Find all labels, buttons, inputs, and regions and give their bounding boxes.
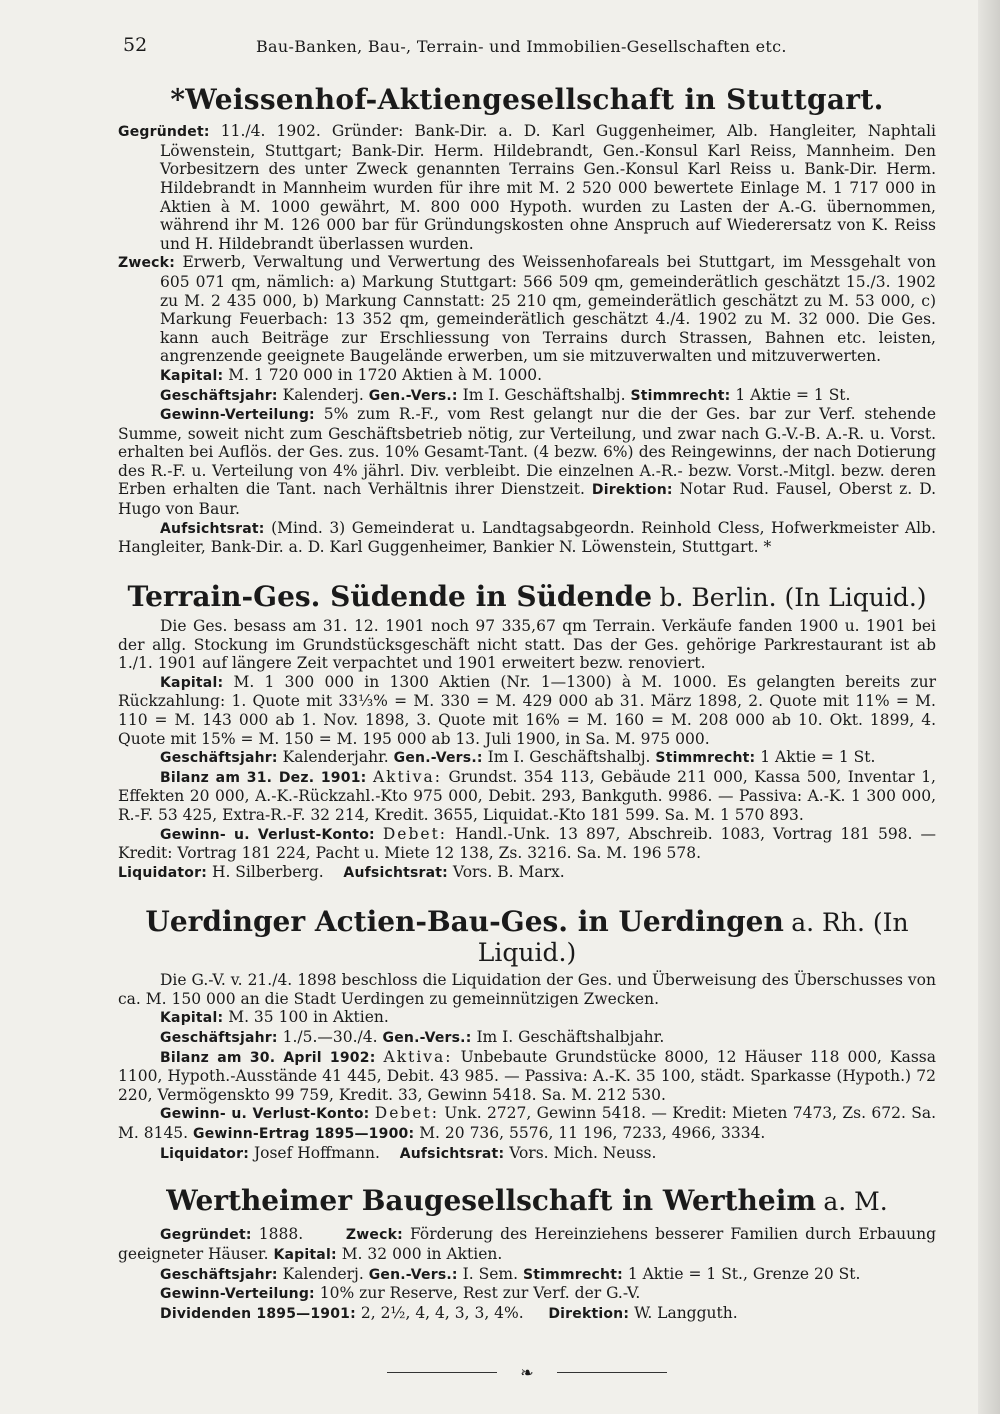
aufsichtsrat-text: Vors. B. Marx. bbox=[452, 862, 565, 881]
aufsichtsrat-label: Aufsichtsrat: bbox=[343, 864, 448, 881]
bilanz-paragraph bbox=[118, 1048, 936, 1105]
guv-text: Unk. 2727, Gewinn 5418. — Kredit: Mieten 7473, Zs. 672. Sa. M. 8145. bbox=[118, 1104, 936, 1143]
gen-vers-label: Gen.-Vers.: bbox=[368, 1266, 458, 1283]
stimmrecht-label: Stimmrecht: bbox=[522, 1266, 623, 1283]
geschaeftsjahr-label: Geschäftsjahr: bbox=[160, 750, 278, 767]
gegruendet-text: 11./4. 1902. Gründer: Bank-Dir. a. D. Karl Guggenheimer, Alb. Hangleiter, Naphtali Löwenstein, Stuttgart; Bank-Dir. Herm. Hildebrandt, Gen.-Konsul Karl Reiss, Mannheim. Den Vorbesitzern des unter Zweck genannten Terrains Gen.-Konsul Karl Reiss u. Bank-Dir. Herm. Hildebrandt in Mannheim wurden für ihre mit M. 2 520 000 bewertete Einlage M. 1 717 000 in Aktien à M. 1000 gewährt, M. 800 000 Hypoth. wurden zu Lasten der A.-G. übernommen, während ihr M. 126 000 bar für Gründungskosten ohne Anspruch auf Wiederersatz von K. Reiss und H. Hildebrandt überlassen wurden. bbox=[160, 122, 936, 253]
kapital-label: Kapital: bbox=[160, 1010, 224, 1027]
zweck-label: Zweck: bbox=[345, 1227, 403, 1244]
liquidator-label: Liquidator: bbox=[118, 864, 207, 881]
debet-word: Debet: bbox=[382, 824, 448, 843]
kapital-paragraph bbox=[118, 673, 936, 748]
gewinn-verteilung-label: Gewinn-Verteilung: bbox=[160, 1286, 315, 1303]
direktion-text: W. Langguth. bbox=[634, 1303, 738, 1322]
stimmrecht-text: 1 Aktie = 1 St. bbox=[760, 748, 876, 767]
gewinn-verteilung-label: Gewinn-Verteilung: bbox=[160, 407, 315, 424]
guv-paragraph bbox=[118, 1104, 936, 1143]
gen-vers-label: Gen.-Vers.: bbox=[382, 1030, 472, 1047]
liquidator-label: Liquidator: bbox=[160, 1145, 249, 1162]
geschaeftsjahr-text: 1./5.—30./4. bbox=[282, 1028, 378, 1047]
kapital-text: M. 32 000 in Aktien. bbox=[341, 1245, 503, 1263]
entry-weissenhof bbox=[118, 84, 936, 557]
kapital-text: M. 1 300 000 in 1300 Aktien (Nr. 1—1300) à M. 1000. Es gelangten bereits zur Rückzahlung: 1. Quote mit 33⅓% = M. 330 = M. 429 000 ab 31. März 1898, 2. Quote mit 11% = M. 110 = M. 143 000 ab 1. Nov. 1898, 3. Quote mit 16% = M. 160 = M. 208 000 ab 10. Okt. 1899, 4. Quote mit 15% = M. 150 = M. 195 000 ab 13. Juli 1900, in Sa. M. 975 000. bbox=[118, 672, 936, 748]
gen-vers-text: Im I. Geschäftshalbj. bbox=[487, 748, 651, 767]
kapital-label: Kapital: bbox=[160, 367, 224, 384]
gewinn-verteilung-text: 10% zur Reserve, Rest zur Verf. der G.-V. bbox=[319, 1284, 641, 1303]
zweck-label: Zweck: bbox=[118, 255, 175, 272]
aufsichtsrat-label: Aufsichtsrat: bbox=[160, 520, 265, 537]
gen-vers-text: I. Sem. bbox=[462, 1264, 519, 1283]
geschaeftsjahr-text: Kalenderj. bbox=[282, 385, 364, 404]
entry-title bbox=[118, 1185, 936, 1217]
guv-label: Gewinn- u. Verlust-Konto: bbox=[160, 1106, 370, 1123]
kapital-paragraph bbox=[118, 366, 936, 386]
entry-title-suffix: b. Berlin. (In Liquid.) bbox=[659, 582, 927, 612]
kapital-label: Kapital: bbox=[160, 674, 224, 691]
intro-paragraph bbox=[118, 971, 936, 1008]
entry-title-main: Uerdinger Actien-Bau-Ges. in Uerdingen bbox=[145, 905, 784, 939]
direktion-label: Direktion: bbox=[591, 482, 673, 499]
intro-paragraph bbox=[118, 617, 936, 673]
zweck-paragraph bbox=[118, 253, 936, 366]
geschaeftsjahr-paragraph bbox=[118, 1028, 936, 1048]
guv-paragraph bbox=[118, 825, 936, 863]
entry-title: *Weissenhof-Aktiengesellschaft in Stuttgart. bbox=[170, 83, 884, 116]
direktion-label: Direktion: bbox=[548, 1305, 630, 1322]
entry-title-suffix: a. Rh. (In Liquid.) bbox=[477, 908, 909, 967]
stimmrecht-label: Stimmrecht: bbox=[630, 387, 731, 404]
gen-vers-label: Gen.-Vers.: bbox=[393, 750, 483, 767]
gegruendet-paragraph bbox=[118, 1225, 936, 1264]
content-column bbox=[118, 28, 936, 1383]
bilanz-paragraph bbox=[118, 768, 936, 825]
page-edge-shadow bbox=[978, 0, 1000, 1414]
geschaeftsjahr-label: Geschäftsjahr: bbox=[160, 1030, 278, 1047]
geschaeftsjahr-paragraph bbox=[118, 748, 936, 768]
zweck-text: Erwerb, Verwaltung und Verwertung des Weissenhofareals bei Stuttgart, im Messgehalt von 605 071 qm, nämlich: a) Markung Stuttgart: 566 509 qm, gemeinderätlich geschätzt 15./3. 1902 zu M. 2 435 000, b) Markung Cannstatt: 25 210 qm, gemeinderätlich geschätzt zu M. 53 000, c) Markung Feuerbach: 13 352 qm, gemeinderätlich geschätzt 4./4. 1902 zu M. 32 000. Die Ges. kann auch Beiträge zur Erschliessung von Terrains durch Strassen, Bahnen etc. leisten, angrenzende geeignete Baugelände erwerben, um sie mitzuverwalten und mitzuverwerten. bbox=[160, 253, 936, 366]
aufsichtsrat-text: (Mind. 3) Gemeinderat u. Landtagsabgeordn. Reinhold Cless, Hofwerkmeister Alb. Hangleiter, Bank-Dir. a. D. Karl Guggenheimer, Bankier N. Löwenstein, Stuttgart. * bbox=[118, 518, 936, 557]
dividenden-paragraph bbox=[118, 1304, 936, 1324]
aufsichtsrat-paragraph bbox=[118, 519, 936, 557]
gen-vers-text: Im I. Geschäftshalbjahr. bbox=[476, 1028, 665, 1047]
ertrag-label: Gewinn-Ertrag 1895—1900: bbox=[193, 1126, 415, 1143]
ornament-rule-right bbox=[557, 1372, 667, 1373]
gen-vers-label: Gen.-Vers.: bbox=[368, 387, 458, 404]
kapital-text: M. 1 720 000 in 1720 Aktien à M. 1000. bbox=[228, 365, 543, 384]
kapital-text: M. 35 100 in Aktien. bbox=[228, 1008, 389, 1027]
gewinn-verteilung-paragraph bbox=[118, 1284, 936, 1304]
dividenden-text: 2, 2½, 4, 4, 3, 3, 4%. bbox=[360, 1303, 524, 1322]
fleuron-icon: ❧ bbox=[520, 1363, 534, 1383]
geschaeftsjahr-text: Kalenderj. bbox=[282, 1264, 364, 1283]
gegruendet-label: Gegründet: bbox=[118, 124, 210, 141]
guv-text: Handl.-Unk. 13 897, Abschreib. 1083, Vortrag 181 598. — Kredit: Vortrag 181 224, Pacht u. Miete 12 138, Zs. 3216. Sa. M. 196 578. bbox=[118, 824, 936, 863]
page-number: 52 bbox=[123, 34, 148, 56]
entry-title-main: Terrain-Ges. Südende in Südende bbox=[127, 579, 653, 613]
running-title: Bau-Banken, Bau-, Terrain- und Immobilien-Gesellschaften etc. bbox=[256, 37, 787, 56]
kapital-label: Kapital: bbox=[273, 1247, 337, 1263]
geschaeftsjahr-text: Kalenderjahr. bbox=[282, 748, 389, 767]
dividenden-label: Dividenden 1895—1901: bbox=[160, 1305, 356, 1322]
bilanz-label: Bilanz am 31. Dez. 1901: bbox=[160, 769, 367, 786]
liquidator-paragraph bbox=[118, 863, 936, 883]
liquidator-paragraph bbox=[118, 1144, 936, 1164]
stimmrecht-text: 1 Aktie = 1 St., Grenze 20 St. bbox=[627, 1264, 861, 1283]
aktiva-word: Aktiva: bbox=[372, 767, 442, 786]
aufsichtsrat-text: Vors. Mich. Neuss. bbox=[509, 1143, 657, 1162]
entry-title-suffix: a. M. bbox=[823, 1187, 888, 1217]
gegruendet-text: 1888. bbox=[258, 1225, 304, 1244]
gegruendet-label: Gegründet: bbox=[160, 1227, 252, 1244]
stimmrecht-text: 1 Aktie = 1 St. bbox=[735, 385, 851, 404]
geschaeftsjahr-label: Geschäftsjahr: bbox=[160, 387, 278, 404]
gen-vers-text: Im I. Geschäftshalbj. bbox=[462, 385, 626, 404]
bilanz-text: Grundst. 354 113, Gebäude 211 000, Kassa 500, Inventar 1, Effekten 20 000, A.-K.-Rückzahl.-Kto 975 000, Debit. 293, Bankguth. 9986. — Passiva: A.-K. 1 300 000, R.-F. 53 425, Extra-R.-F. 32 214, Kredit. 3655, Liquidat.-Kto 181 599. Sa. M. 1 570 893. bbox=[118, 767, 936, 824]
bilanz-text: Unbebaute Grundstücke 8000, 12 Häuser 118 000, Kassa 1100, Hypoth.-Ausstände 41 445, Debit. 43 985. — Passiva: A.-K. 35 100, städt. Sparkasse (Hypoth.) 72 220, Vermögensktо 99 759, Kredit. 33, Gewinn 5418. Sa. M. 212 530. bbox=[118, 1047, 936, 1104]
guv-label: Gewinn- u. Verlust-Konto: bbox=[160, 826, 375, 843]
gegruendet-paragraph bbox=[118, 122, 936, 253]
entry-uerdingen bbox=[118, 906, 936, 1163]
entry-suedende bbox=[118, 581, 936, 883]
ornament-rule-left bbox=[387, 1372, 497, 1373]
gewinn-verteilung-paragraph bbox=[118, 405, 936, 519]
gewinn-verteilung-text: 5% zum R.-F., vom Rest gelangt nur die der Ges. bar zur Verf. stehende Summe, soweit nicht zum Geschäftsbetrieb nötig, zur Verteilung, und zwar nach G.-V.-B. A.-R. u. Vorst. erhalten bei Auflös. der Ges. zus. 10% Gesamt-Tant. (4 bezw. 6%) des Reingewinns, der nach Dotierung des R.-F. u. Verteilung von 4% jährl. Div. verbleibt. Die einzelnen A.-R.- bezw. Vorst.-Mitgl. bezw. deren Erben erhalten die Tant. nach Verhältnis ihrer Dienstzeit. bbox=[118, 405, 936, 499]
debet-word: Debet: bbox=[374, 1104, 439, 1123]
bilanz-label: Bilanz am 30. April 1902: bbox=[160, 1049, 376, 1066]
geschaeftsjahr-label: Geschäftsjahr: bbox=[160, 1266, 278, 1283]
geschaeftsjahr-paragraph bbox=[118, 1265, 936, 1285]
stimmrecht-label: Stimmrecht: bbox=[655, 750, 756, 767]
aufsichtsrat-label: Aufsichtsrat: bbox=[399, 1145, 505, 1162]
ertrag-text: M. 20 736, 5576, 11 196, 7233, 4966, 3334. bbox=[419, 1124, 766, 1143]
end-ornament bbox=[377, 1363, 677, 1383]
entry-title bbox=[118, 906, 936, 967]
liquidator-text: H. Silberberg. bbox=[211, 862, 324, 881]
entry-wertheim bbox=[118, 1185, 936, 1323]
direktion-text: Notar Rud. Fausel, Oberst z. D. Hugo von Baur. bbox=[118, 480, 936, 519]
entry-title bbox=[118, 581, 936, 613]
geschaeftsjahr-paragraph bbox=[118, 386, 936, 406]
liquidator-text: Josef Hoffmann. bbox=[253, 1143, 380, 1162]
intro-text: Die G.-V. v. 21./4. 1898 beschloss die Liquidation der Ges. und Überweisung des Überschusses von ca. M. 150 000 an die Stadt Uerdingen zu gemeinnützigen Zwecken. bbox=[118, 971, 936, 1008]
aktiva-word: Aktiva: bbox=[383, 1047, 453, 1066]
entry-title-main: Wertheimer Baugesellschaft in Wertheim bbox=[166, 1184, 816, 1218]
page-header bbox=[118, 28, 936, 64]
intro-text: Die Ges. besass am 31. 12. 1901 noch 97 335,67 qm Terrain. Verkäufe fanden 1900 u. 1901 bei der allg. Stockung im Grundstücksgeschäft nicht statt. Das der Ges. gehörige Parkrestaurant ist ab 1./1. 1901 auf längere Zeit verpachtet und 1901 erweitert bezw. renoviert. bbox=[118, 617, 936, 673]
kapital-paragraph bbox=[118, 1008, 936, 1028]
zweck-text: Förderung des Hereinziehens besserer Familien durch Erbauung geeigneter Häuser. bbox=[118, 1225, 936, 1263]
